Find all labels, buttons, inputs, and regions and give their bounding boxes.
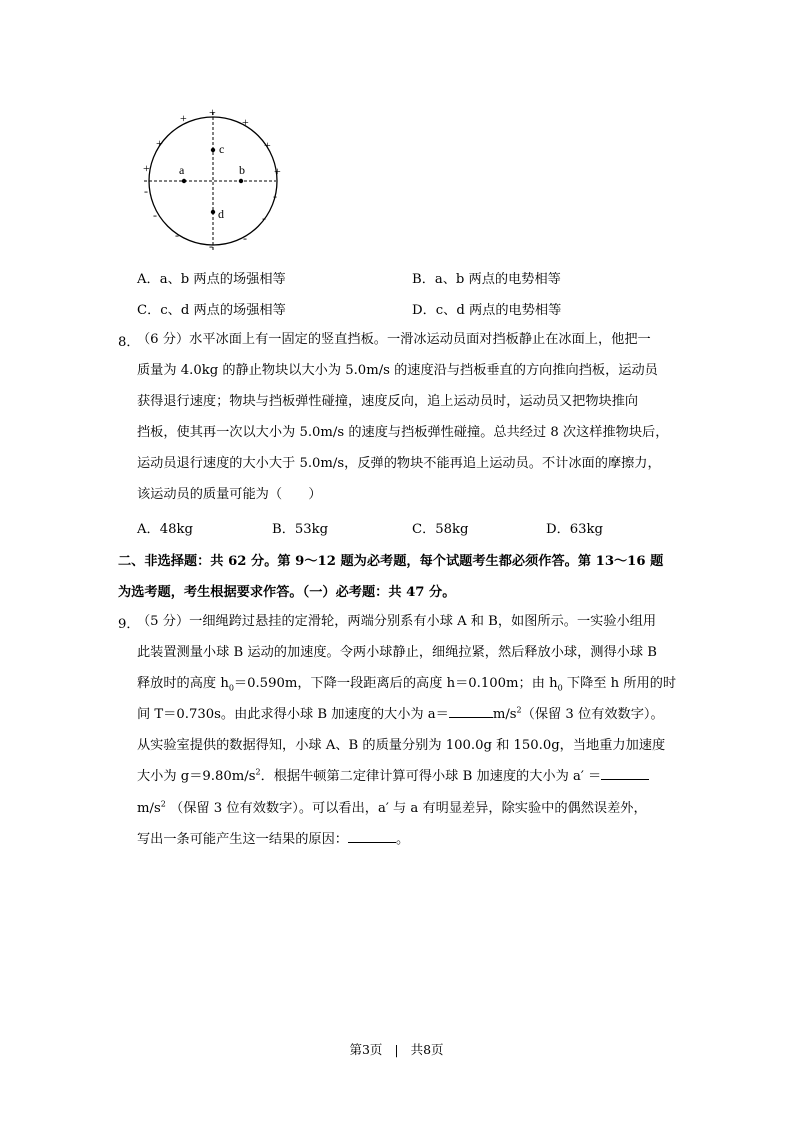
answer-blank-a-prime[interactable] — [601, 767, 649, 780]
label-d: d — [218, 207, 224, 221]
q9-line-4: 间 T＝0.730s。由此求得小球 B 加速度的大小为 $a= m/s^2$（保留 3 位有效数字）。 — [137, 705, 664, 722]
label-c: c — [219, 142, 225, 156]
q8-line-1: （6 分）水平冰面上有一固定的竖直挡板。一滑冰运动员面对挡板静止在冰面上，他把一 — [137, 332, 651, 347]
answer-blank-reason[interactable] — [348, 830, 396, 843]
plus-sign: + — [274, 164, 281, 178]
page-footer — [0, 1040, 793, 1058]
footer-separator: | — [394, 1042, 399, 1057]
minus-sign: - — [144, 184, 148, 198]
point-c-dot — [211, 148, 215, 152]
minus-sign: - — [153, 208, 157, 222]
plus-sign: + — [242, 115, 249, 129]
plus-sign: + — [143, 161, 150, 175]
label-b: b — [239, 163, 245, 177]
ring — [149, 117, 277, 245]
q9-line-5: 从实验室提供的数据得知，小球 A、B 的质量分别为 100.0g 和 150.0g，当地重力加速度 — [137, 738, 666, 753]
point-b-dot — [239, 179, 243, 183]
answer-blank-a[interactable] — [449, 705, 493, 718]
point-a-dot — [182, 179, 186, 183]
q7-option-b: B．a、b 两点的电势相等 — [412, 272, 561, 287]
q7-option-c: C．c、d 两点的场强相等 — [137, 303, 286, 318]
section2-heading-line1: 二、非选择题：共 62 分。第 9～12 题为必考题，每个试题考生都必须作答。第 13～16 题 — [118, 554, 664, 569]
footer-page: 第3页 — [349, 1042, 383, 1057]
q7-option-a: A．a、b 两点的场强相等 — [137, 272, 286, 287]
q8-option-b: B．53kg — [272, 522, 329, 537]
minus-sign: - — [175, 228, 179, 242]
q8-option-d: D．63kg — [546, 522, 603, 537]
footer-total: 共8页 — [410, 1042, 444, 1057]
minus-sign: - — [243, 231, 247, 245]
plus-sign: + — [209, 105, 216, 119]
q9-number: 9． — [118, 617, 140, 632]
q9-line-2: 此装置测量小球 B 运动的加速度。令两小球静止，细绳拉紧，然后释放小球，测得小球 B — [137, 645, 657, 660]
q8-line-5: 运动员退行速度的大小大于 5.0m/s，反弹的物块不能再追上运动员。不计冰面的摩擦力， — [137, 456, 661, 471]
q9-line-1: （5 分）一细绳跨过悬挂的定滑轮，两端分别系有小球 A 和 B，如图所示。一实验小组用 — [137, 614, 657, 629]
q9-line-3: 释放时的高度 $h_0=0.590m$，下降一段距离后的高度 h＝0.100m；由 $h_0$ 下降至 h 所用的时 — [137, 676, 677, 693]
plus-sign: + — [180, 111, 187, 125]
q9-line-6: 大小为 $g=9.80m/s^2$．根据牛顿第二定律计算可得小球 B 加速度的大小为 a′ ＝ — [137, 767, 649, 787]
q9-line-8: 写出一条可能产生这一结果的原因： 。 — [137, 832, 410, 847]
minus-sign: - — [262, 211, 266, 225]
plus-sign: + — [156, 136, 163, 150]
q8-line-4: 挡板，使其再一次以大小为 5.0m/s 的速度与挡板弹性碰撞。总共经过 8 次这样推物块后， — [137, 425, 669, 440]
point-d-dot — [211, 210, 215, 214]
q8-line-2: 质量为 4.0kg 的静止物块以大小为 5.0m/s 的速度沿与挡板垂直的方向推向挡板，运动员 — [137, 363, 658, 378]
charged-ring-figure — [138, 104, 298, 254]
section2-heading-line2: 为选考题，考生根据要求作答。（一）必考题：共 47 分。 — [118, 585, 456, 600]
q8-option-c: C．58kg — [412, 522, 469, 537]
q8-number: 8． — [118, 335, 140, 350]
q8-line-3: 获得退行速度；物块与挡板弹性碰撞，速度反向，追上运动员时，运动员又把物块推向 — [137, 394, 639, 409]
minus-sign: - — [273, 189, 277, 203]
q9-line-7: $m/s^2$ （保留 3 位有效数字）。可以看出，a′ 与 a 有明显差异，除实验中的偶然误差外， — [137, 799, 647, 816]
q8-line-6: 该运动员的质量可能为（ ） — [137, 487, 322, 502]
label-a: a — [179, 163, 185, 177]
minus-sign: - — [209, 239, 213, 253]
q8-option-a: A．48kg — [137, 522, 193, 537]
plus-sign: + — [264, 138, 271, 152]
q7-option-d: D．c、d 两点的电势相等 — [412, 303, 562, 318]
